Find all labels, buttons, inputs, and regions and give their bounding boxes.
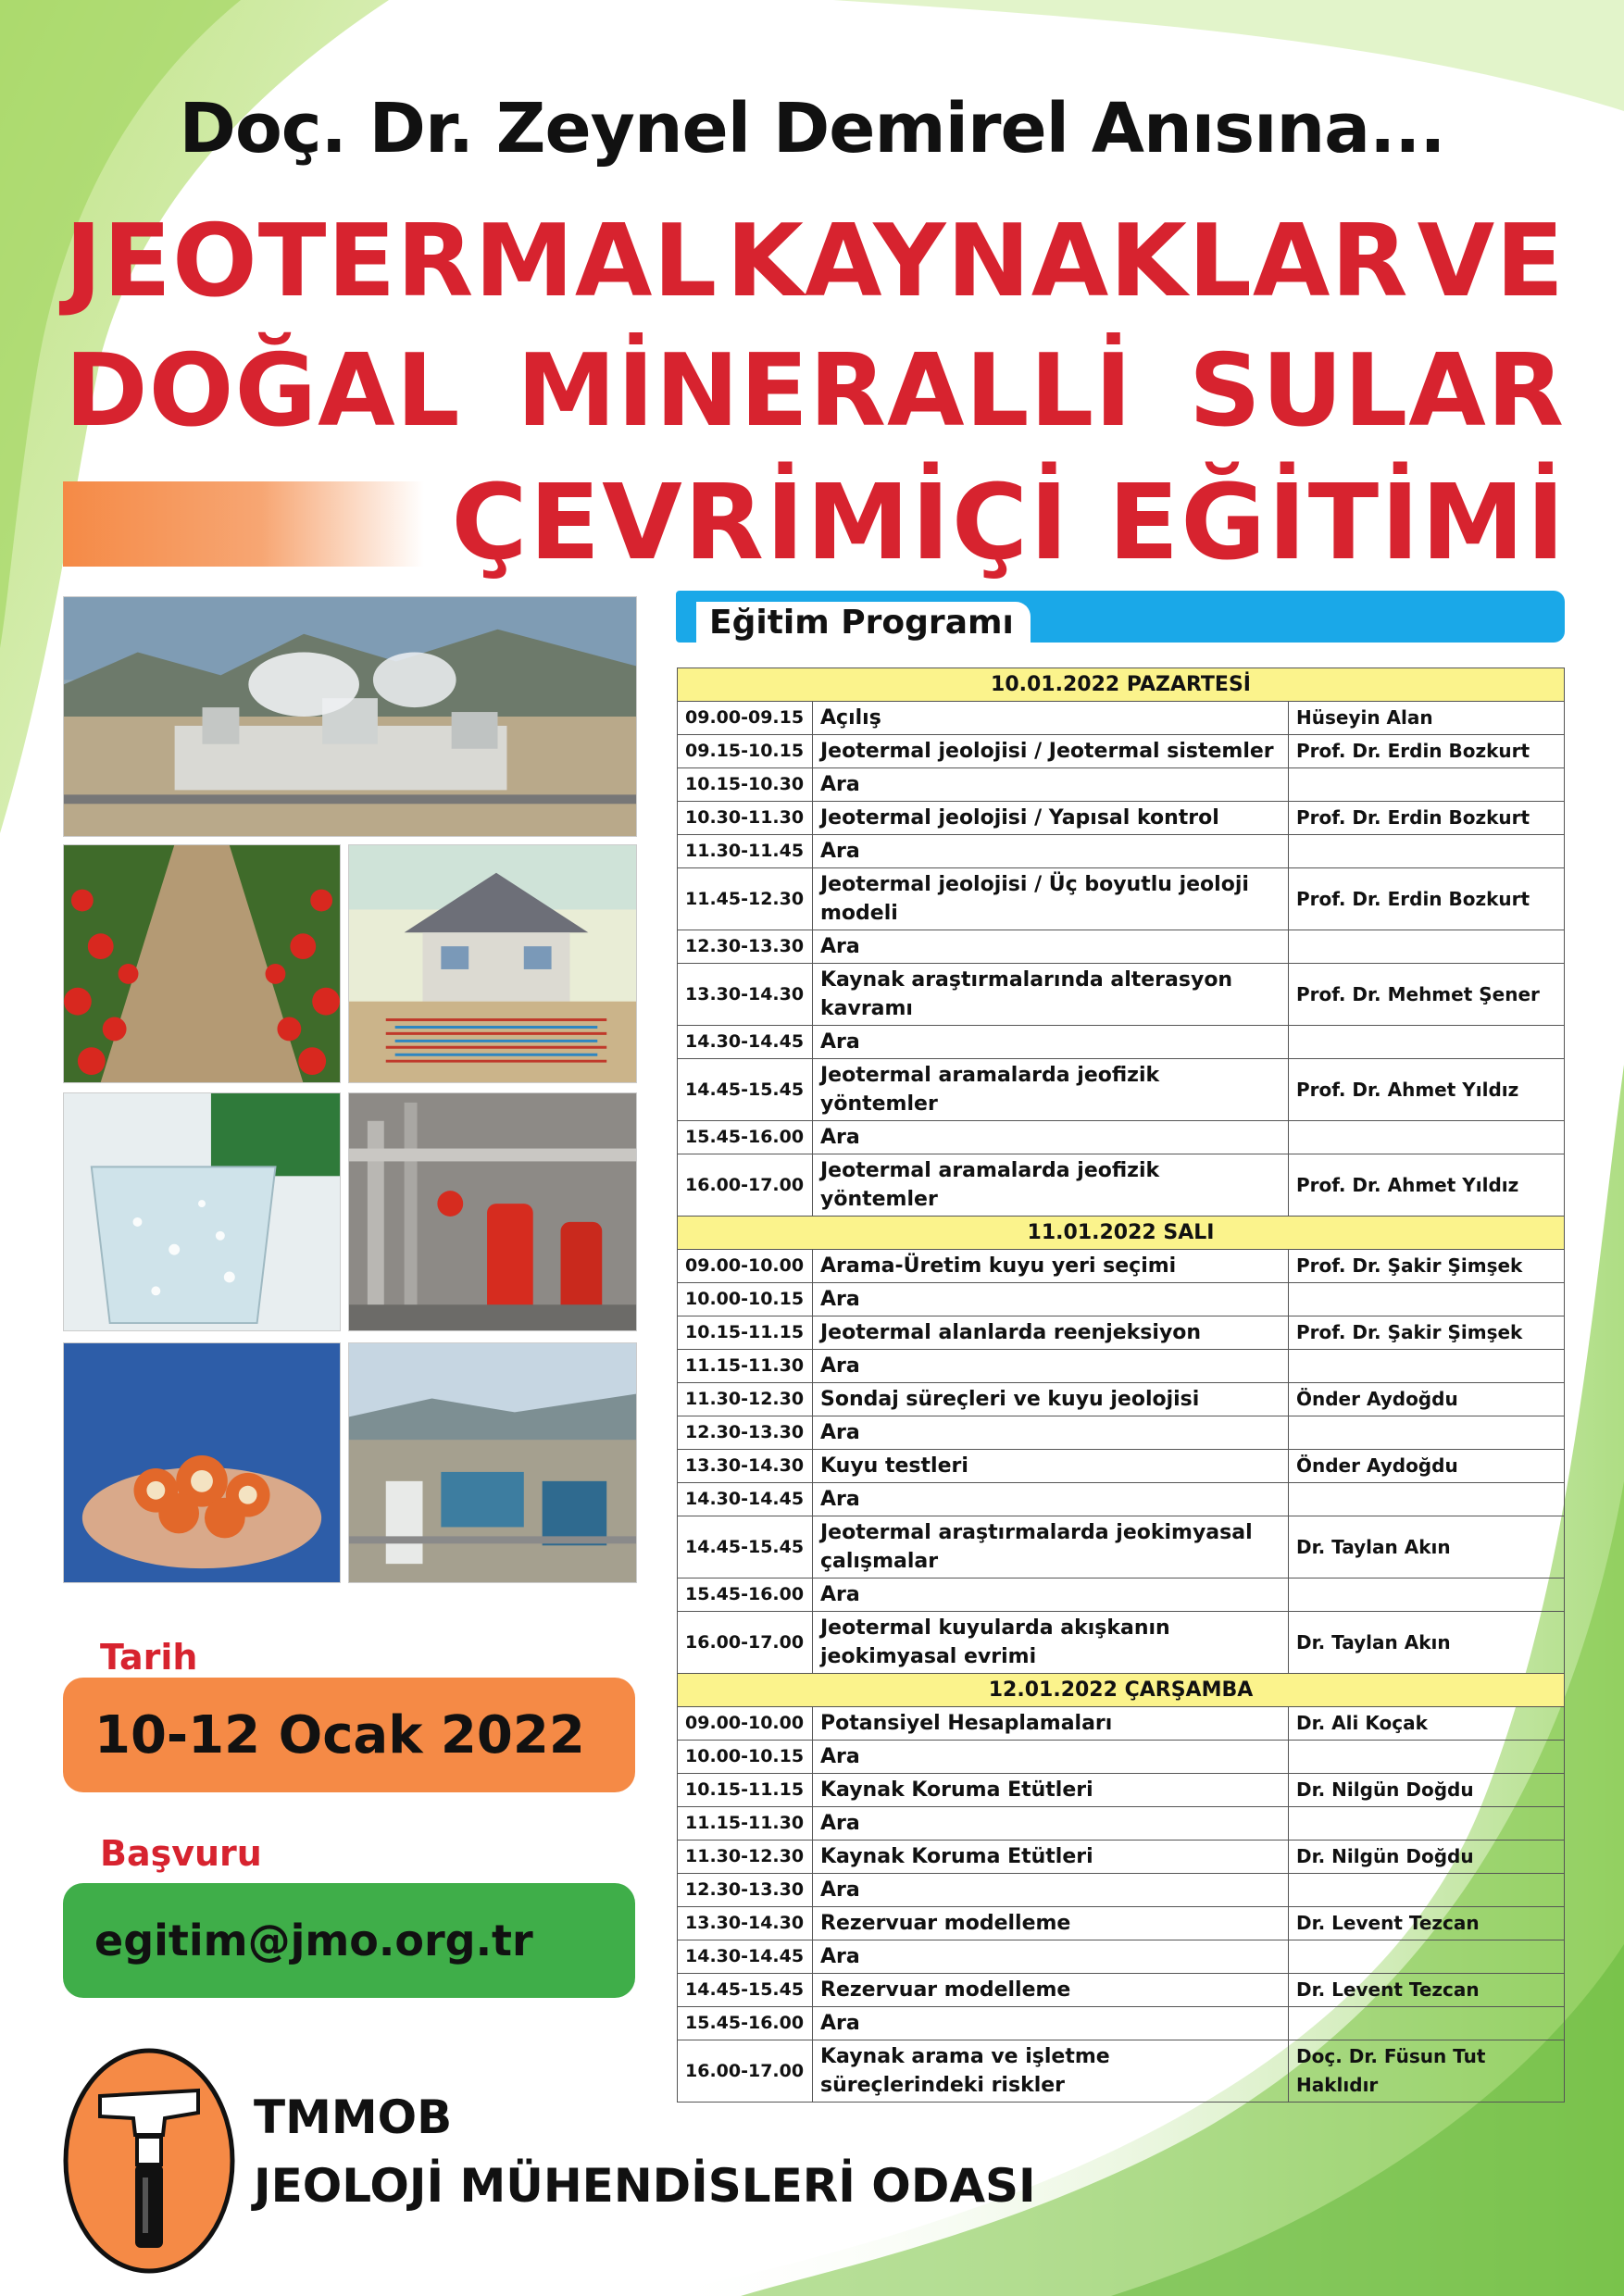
title-word: JEOTERMAL [65, 204, 718, 319]
session-speaker: Prof. Dr. Mehmet Şener [1289, 964, 1565, 1026]
pipes-and-valves-photo [348, 1092, 637, 1331]
table-row [678, 868, 1565, 930]
session-time: 11.30-12.30 [678, 1841, 813, 1874]
session-topic: Sondaj süreçleri ve kuyu jeolojisi [813, 1383, 1289, 1416]
geothermal-heat-pump-house-illustration [348, 844, 637, 1083]
title-word: SULAR [1188, 333, 1565, 449]
session-speaker [1289, 1741, 1565, 1774]
hammer-icon [63, 2048, 235, 2274]
session-speaker [1289, 1350, 1565, 1383]
session-time: 11.30-11.45 [678, 835, 813, 868]
session-topic: Kaynak arama ve işletme süreçlerindeki riskler [813, 2040, 1289, 2103]
table-row [678, 1874, 1565, 1907]
table-row [678, 1483, 1565, 1516]
session-time: 09.00-10.00 [678, 1250, 813, 1283]
session-topic: Rezervuar modelleme [813, 1907, 1289, 1940]
session-topic: Ara [813, 1350, 1289, 1383]
session-speaker: Prof. Dr. Erdin Bozkurt [1289, 868, 1565, 930]
session-speaker [1289, 1416, 1565, 1450]
day-header-row [678, 1217, 1565, 1250]
session-speaker [1289, 835, 1565, 868]
session-time: 10.15-11.15 [678, 1316, 813, 1350]
session-topic: Jeotermal jeolojisi / Üç boyutlu jeoloji modeli [813, 868, 1289, 930]
table-row [678, 1841, 1565, 1874]
table-row [678, 735, 1565, 768]
session-speaker: Dr. Levent Tezcan [1289, 1907, 1565, 1940]
session-time: 11.30-12.30 [678, 1383, 813, 1416]
session-topic: Rezervuar modelleme [813, 1974, 1289, 2007]
session-speaker: Dr. Levent Tezcan [1289, 1974, 1565, 2007]
session-time: 15.45-16.00 [678, 1578, 813, 1612]
session-topic: Ara [813, 1483, 1289, 1516]
date-label: Tarih [100, 1637, 198, 1678]
session-speaker: Prof. Dr. Erdin Bozkurt [1289, 735, 1565, 768]
session-topic: Kaynak Koruma Etütleri [813, 1841, 1289, 1874]
session-speaker: Dr. Taylan Akın [1289, 1516, 1565, 1578]
session-time: 14.30-14.45 [678, 1026, 813, 1059]
org-name-line-1: TMMOB [254, 2090, 453, 2144]
table-row [678, 768, 1565, 802]
session-time: 09.00-09.15 [678, 702, 813, 735]
session-topic: Jeotermal jeolojisi / Jeotermal sistemler [813, 735, 1289, 768]
session-time: 12.30-13.30 [678, 1416, 813, 1450]
table-row [678, 1283, 1565, 1316]
session-topic: Kuyu testleri [813, 1450, 1289, 1483]
session-speaker [1289, 768, 1565, 802]
session-topic: Ara [813, 1283, 1289, 1316]
apply-email[interactable]: egitim@jmo.org.tr [63, 1883, 635, 1998]
tomato-greenhouse-photo [63, 844, 341, 1083]
session-topic: Kaynak Koruma Etütleri [813, 1774, 1289, 1807]
session-topic: Jeotermal araştırmalarda jeokimyasal çalışmalar [813, 1516, 1289, 1578]
session-time: 10.15-11.15 [678, 1774, 813, 1807]
session-topic: Ara [813, 1874, 1289, 1907]
session-topic: Ara [813, 1940, 1289, 1974]
date-box: 10-12 Ocak 2022 [63, 1678, 635, 1792]
table-row [678, 1612, 1565, 1674]
apply-label: Başvuru [100, 1833, 262, 1874]
session-speaker [1289, 1807, 1565, 1841]
session-topic: Ara [813, 2007, 1289, 2040]
session-time: 14.45-15.45 [678, 1974, 813, 2007]
table-row [678, 1416, 1565, 1450]
day-header-row [678, 1674, 1565, 1707]
title-line-1 [65, 204, 1565, 319]
table-row [678, 1316, 1565, 1350]
title-word: MİNERALLİ [517, 333, 1133, 449]
session-topic: Ara [813, 1807, 1289, 1841]
decorative-orange-bar [63, 481, 424, 567]
session-speaker [1289, 1121, 1565, 1154]
table-row [678, 1807, 1565, 1841]
session-speaker [1289, 2007, 1565, 2040]
session-time: 15.45-16.00 [678, 1121, 813, 1154]
program-heading-bar [676, 591, 1565, 643]
session-time: 11.15-11.30 [678, 1807, 813, 1841]
title-line-2 [65, 333, 1565, 449]
table-row [678, 964, 1565, 1026]
session-topic: Ara [813, 1578, 1289, 1612]
session-speaker: Hüseyin Alan [1289, 702, 1565, 735]
table-row [678, 1707, 1565, 1741]
session-topic: Ara [813, 1026, 1289, 1059]
session-topic: Ara [813, 1741, 1289, 1774]
session-topic: Jeotermal alanlarda reenjeksiyon [813, 1316, 1289, 1350]
session-speaker: Önder Aydoğdu [1289, 1383, 1565, 1416]
session-topic: Jeotermal aramalarda jeofizik yöntemler [813, 1154, 1289, 1217]
title-word: DOĞAL [65, 333, 461, 449]
session-topic: Jeotermal jeolojisi / Yapısal kontrol [813, 802, 1289, 835]
session-time: 14.30-14.45 [678, 1483, 813, 1516]
session-topic: Arama-Üretim kuyu yeri seçimi [813, 1250, 1289, 1283]
title-word: KAYNAKLAR [726, 204, 1409, 319]
session-time: 10.00-10.15 [678, 1283, 813, 1316]
session-speaker: Dr. Nilgün Doğdu [1289, 1774, 1565, 1807]
session-speaker [1289, 1578, 1565, 1612]
session-topic: Ara [813, 768, 1289, 802]
table-row [678, 1516, 1565, 1578]
session-topic: Ara [813, 835, 1289, 868]
geothermal-plant-photo [63, 596, 637, 837]
table-row [678, 1383, 1565, 1416]
session-topic: Potansiyel Hesaplamaları [813, 1707, 1289, 1741]
table-row [678, 1974, 1565, 2007]
schedule-table [677, 668, 1565, 2103]
table-row [678, 1250, 1565, 1283]
session-speaker [1289, 1940, 1565, 1974]
session-time: 16.00-17.00 [678, 1612, 813, 1674]
table-row [678, 1741, 1565, 1774]
session-speaker: Prof. Dr. Erdin Bozkurt [1289, 802, 1565, 835]
session-time: 09.15-10.15 [678, 735, 813, 768]
table-row [678, 1026, 1565, 1059]
title-word: VE [1417, 204, 1565, 319]
session-speaker: Prof. Dr. Ahmet Yıldız [1289, 1059, 1565, 1121]
session-time: 12.30-13.30 [678, 930, 813, 964]
table-row [678, 930, 1565, 964]
session-time: 11.15-11.30 [678, 1350, 813, 1383]
session-speaker: Prof. Dr. Şakir Şimşek [1289, 1250, 1565, 1283]
table-row [678, 1121, 1565, 1154]
dedication-heading: Doç. Dr. Zeynel Demirel Anısına... [179, 89, 1445, 168]
session-time: 14.30-14.45 [678, 1940, 813, 1974]
session-speaker: Dr. Taylan Akın [1289, 1612, 1565, 1674]
session-time: 13.30-14.30 [678, 1907, 813, 1940]
dried-fruit-in-hands-photo [63, 1342, 341, 1583]
table-row [678, 802, 1565, 835]
session-speaker: Dr. Ali Koçak [1289, 1707, 1565, 1741]
table-row [678, 1350, 1565, 1383]
session-topic: Ara [813, 1416, 1289, 1450]
session-time: 11.45-12.30 [678, 868, 813, 930]
session-time: 14.45-15.45 [678, 1059, 813, 1121]
session-speaker: Dr. Nilgün Doğdu [1289, 1841, 1565, 1874]
table-row [678, 1154, 1565, 1217]
session-time: 16.00-17.00 [678, 1154, 813, 1217]
session-speaker [1289, 1283, 1565, 1316]
table-row [678, 2007, 1565, 2040]
session-speaker: Doç. Dr. Füsun Tut Haklıdır [1289, 2040, 1565, 2103]
day-title: 11.01.2022 SALI [678, 1217, 1565, 1250]
table-row [678, 1450, 1565, 1483]
table-row [678, 1940, 1565, 1974]
session-speaker [1289, 930, 1565, 964]
table-row [678, 1578, 1565, 1612]
session-topic: Jeotermal kuyularda akışkanın jeokimyasal evrimi [813, 1612, 1289, 1674]
table-row [678, 1907, 1565, 1940]
session-speaker: Prof. Dr. Ahmet Yıldız [1289, 1154, 1565, 1217]
session-speaker [1289, 1483, 1565, 1516]
session-time: 13.30-14.30 [678, 1450, 813, 1483]
day-title: 10.01.2022 PAZARTESİ [678, 668, 1565, 702]
session-time: 10.15-10.30 [678, 768, 813, 802]
session-time: 16.00-17.00 [678, 2040, 813, 2103]
session-topic: Jeotermal aramalarda jeofizik yöntemler [813, 1059, 1289, 1121]
subtitle-heading: ÇEVRİMİÇİ EĞİTİMİ [451, 463, 1567, 583]
table-row [678, 2040, 1565, 2103]
session-speaker: Prof. Dr. Şakir Şimşek [1289, 1316, 1565, 1350]
mineral-water-glass-photo [63, 1092, 341, 1331]
session-speaker: Önder Aydoğdu [1289, 1450, 1565, 1483]
session-time: 12.30-13.30 [678, 1874, 813, 1907]
table-row [678, 1774, 1565, 1807]
session-time: 10.30-11.30 [678, 802, 813, 835]
session-topic: Ara [813, 930, 1289, 964]
session-topic: Ara [813, 1121, 1289, 1154]
session-topic: Kaynak araştırmalarında alterasyon kavramı [813, 964, 1289, 1026]
session-speaker [1289, 1026, 1565, 1059]
table-row [678, 835, 1565, 868]
session-time: 13.30-14.30 [678, 964, 813, 1026]
session-time: 09.00-10.00 [678, 1707, 813, 1741]
program-heading: Eğitim Programı [696, 602, 1031, 644]
org-name-line-2: JEOLOJİ MÜHENDİSLERİ ODASI [254, 2159, 1036, 2213]
session-time: 10.00-10.15 [678, 1741, 813, 1774]
session-topic: Açılış [813, 702, 1289, 735]
session-time: 14.45-15.45 [678, 1516, 813, 1578]
table-row [678, 702, 1565, 735]
table-row [678, 1059, 1565, 1121]
geothermal-facility-photo [348, 1342, 637, 1583]
session-time: 15.45-16.00 [678, 2007, 813, 2040]
session-speaker [1289, 1874, 1565, 1907]
day-header-row [678, 668, 1565, 702]
day-title: 12.01.2022 ÇARŞAMBA [678, 1674, 1565, 1707]
